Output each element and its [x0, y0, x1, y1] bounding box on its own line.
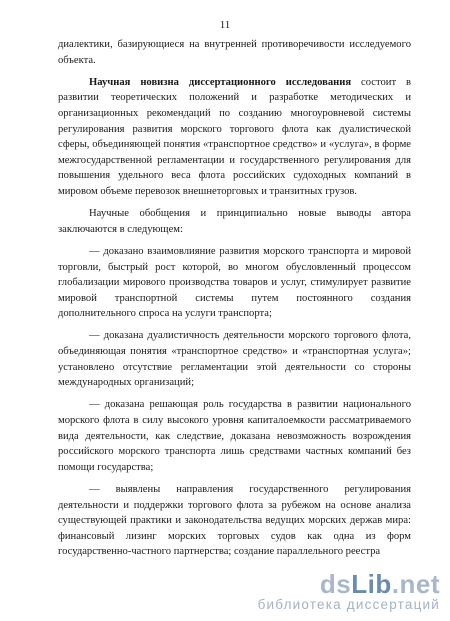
list-item: — выявлены направления государственного регулирования деятельности и поддержки торгового флота за рубежом на основе анализа существующей практики и законодательства ведущих морских держав мира: финансовый лизинг морских торговых судов как одна из форм государственно-частного партнерства; создание параллельного реестра — [58, 484, 411, 558]
list-item: — доказана решающая роль государства в развитии национального морского флота в силу высокого уровня капиталоемкости рассматриваемого вида деятельности, как следствие, доказана невозможность возрождения российского морского транспорта лишь средствами частных компаний без помощи государства; — [58, 399, 411, 473]
list-item: — доказано взаимовлияние развития морского транспорта и мировой торговли, быстрый рост которой, во многом обусловленный процессом глобализации мирового производства товаров и услуг, стимулирует развитие мировой транспортной системы путем постоянного создания дополнительного спроса на услуги транспорта; — [58, 245, 411, 320]
paragraph: Научные обобщения и принципиально новые выводы автора заключаются в следующем: — [58, 208, 411, 235]
list-item: — доказана дуалистичность деятельности морского торгового флота, объединяющая понятия «транспортное средство» и «транспортная услуга»; установлено отсутствие регламентации этой деятельности со стороны международных организаций; — [58, 330, 411, 389]
dslib-watermark — [258, 571, 440, 613]
paragraph-novelty — [58, 75, 411, 200]
paragraph-text: состоит в развитии теоретических положений и разработке методических и организационных рекомендаций по созданию многоуровневой системы регулирования развития морского торгового флота как дуалистической сферы, объединяющей понятия «транспортное средство» и «услуга», в форме межгосударственной регламентации и государственного регулирования для повышения удельного веса флота российских судоходных компаний в мировом объеме перевозок внешнеторговых и транзитных грузов. — [58, 76, 412, 197]
novelty-heading: Научная новизна диссертационного исследования — [89, 76, 352, 88]
dslib-subtitle: библиотека диссертаций — [257, 597, 440, 612]
page-number: 11 — [219, 19, 231, 31]
paragraph: диалектики, базирующиеся на внутренней противоречивости исследуемого объекта. — [58, 39, 411, 66]
document-body — [58, 37, 411, 560]
dslib-logo: dsLib.net — [319, 569, 440, 599]
